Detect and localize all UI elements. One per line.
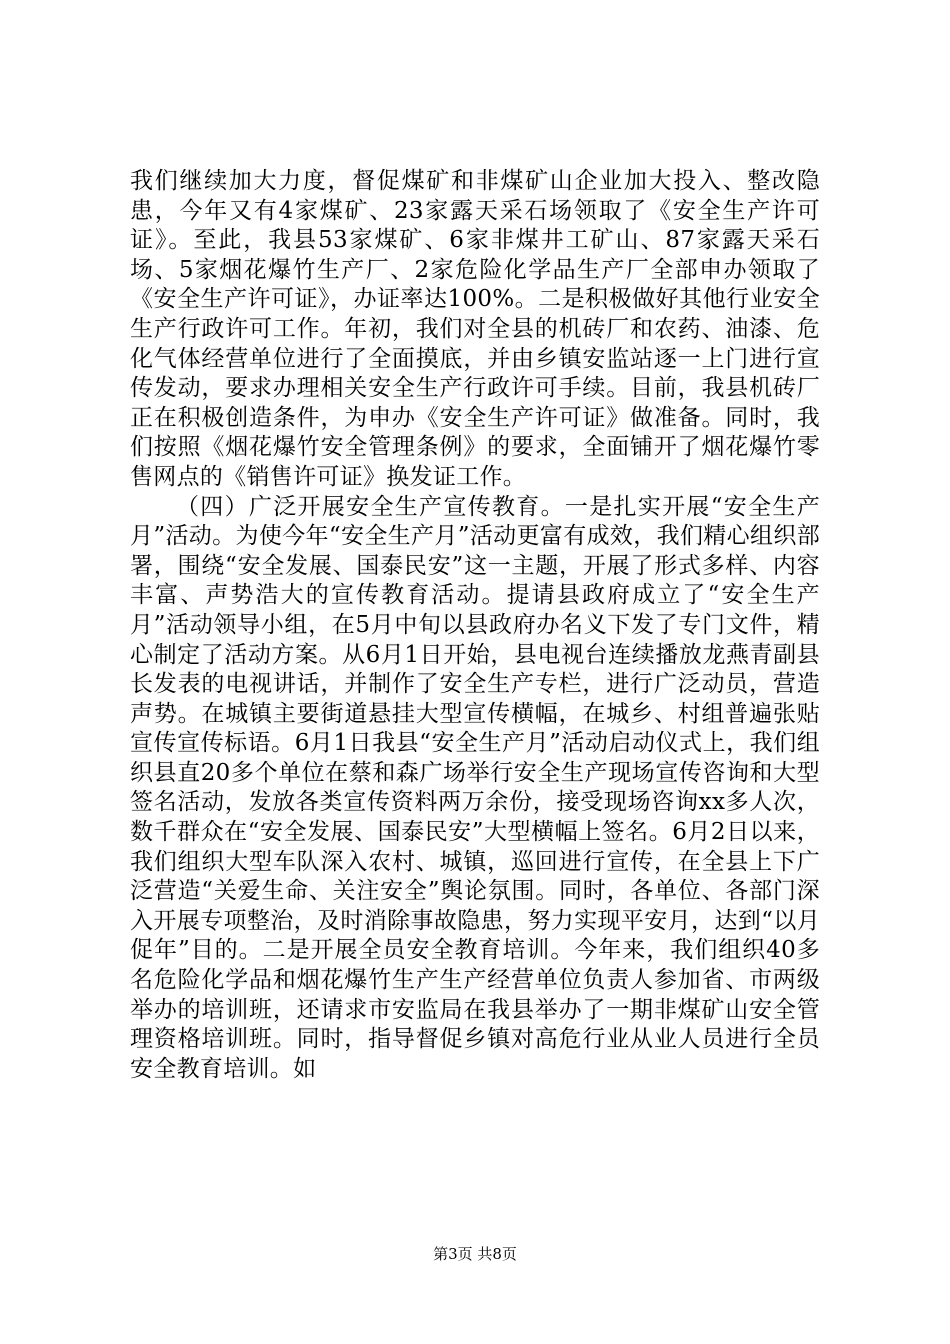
paragraph-1: 我们继续加大力度，督促煤矿和非煤矿山企业加大投入、整改隐患，今年又有4家煤矿、23家露天采石场领取了《安全生产许可证》。至此，我县53家煤矿、6家非煤井工矿山、87家露天采石场、5家烟花爆竹生产厂、2家危险化学品生产厂全部申办领取了《安全生产许可证》，办证率达100%。二是积极做好其他行业安全生产行政许可工作。年初，我们对全县的机砖厂和农药、油漆、危化气体经营单位进行了全面摸底，并由乡镇安监站逐一上门进行宣传发动，要求办理相关安全生产行政许可手续。目前，我县机砖厂正在积极创造条件，为申办《安全生产许可证》做准备。同时，我们按照《烟花爆竹安全管理条例》的要求，全面铺开了烟花爆竹零售网点的《销售许可证》换发证工作。 [130, 168, 820, 490]
paragraph-2: （四）广泛开展安全生产宣传教育。一是扎实开展“安全生产月”活动。为使今年“安全生产月”活动更富有成效，我们精心组织部署，围绕“安全发展、国泰民安”这一主题，开展了形式多样、内容丰富、声势浩大的宣传教育活动。提请县政府成立了“安全生产月”活动领导小组，在5月中旬以县政府办名义下发了专门文件，精心制定了活动方案。从6月1日开始，县电视台连续播放龙燕青副县长发表的电视讲话，并制作了安全生产专栏，进行广泛动员，营造声势。在城镇主要街道悬挂大型宣传横幅，在城乡、村组普遍张贴宣传宣传标语。6月1日我县“安全生产月”活动启动仪式上，我们组织县直20多个单位在蔡和森广场举行安全生产现场宣传咨询和大型签名活动，发放各类宣传资料两万余份，接受现场咨询xx多人次，数千群众在“安全发展、国泰民安”大型横幅上签名。6月2日以来，我们组织大型车队深入农村、城镇，巡回进行宣传，在全县上下广泛营造“关爱生命、关注安全”舆论氛围。同时，各单位、各部门深入开展专项整治，及时消除事故隐患，努力实现平安月，达到“以月促年”目的。二是开展全员安全教育培训。今年来，我们组织40多名危险化学品和烟花爆竹生产生产经营单位负责人参加省、市两级举办的培训班，还请求市安监局在我县举办了一期非煤矿山安全管理资格培训班。同时，指导督促乡镇对高危行业从业人员进行全员安全教育培训。如 [130, 493, 820, 1082]
body-text [130, 167, 820, 1084]
page-footer: 第3页 共8页 [433, 1245, 517, 1263]
